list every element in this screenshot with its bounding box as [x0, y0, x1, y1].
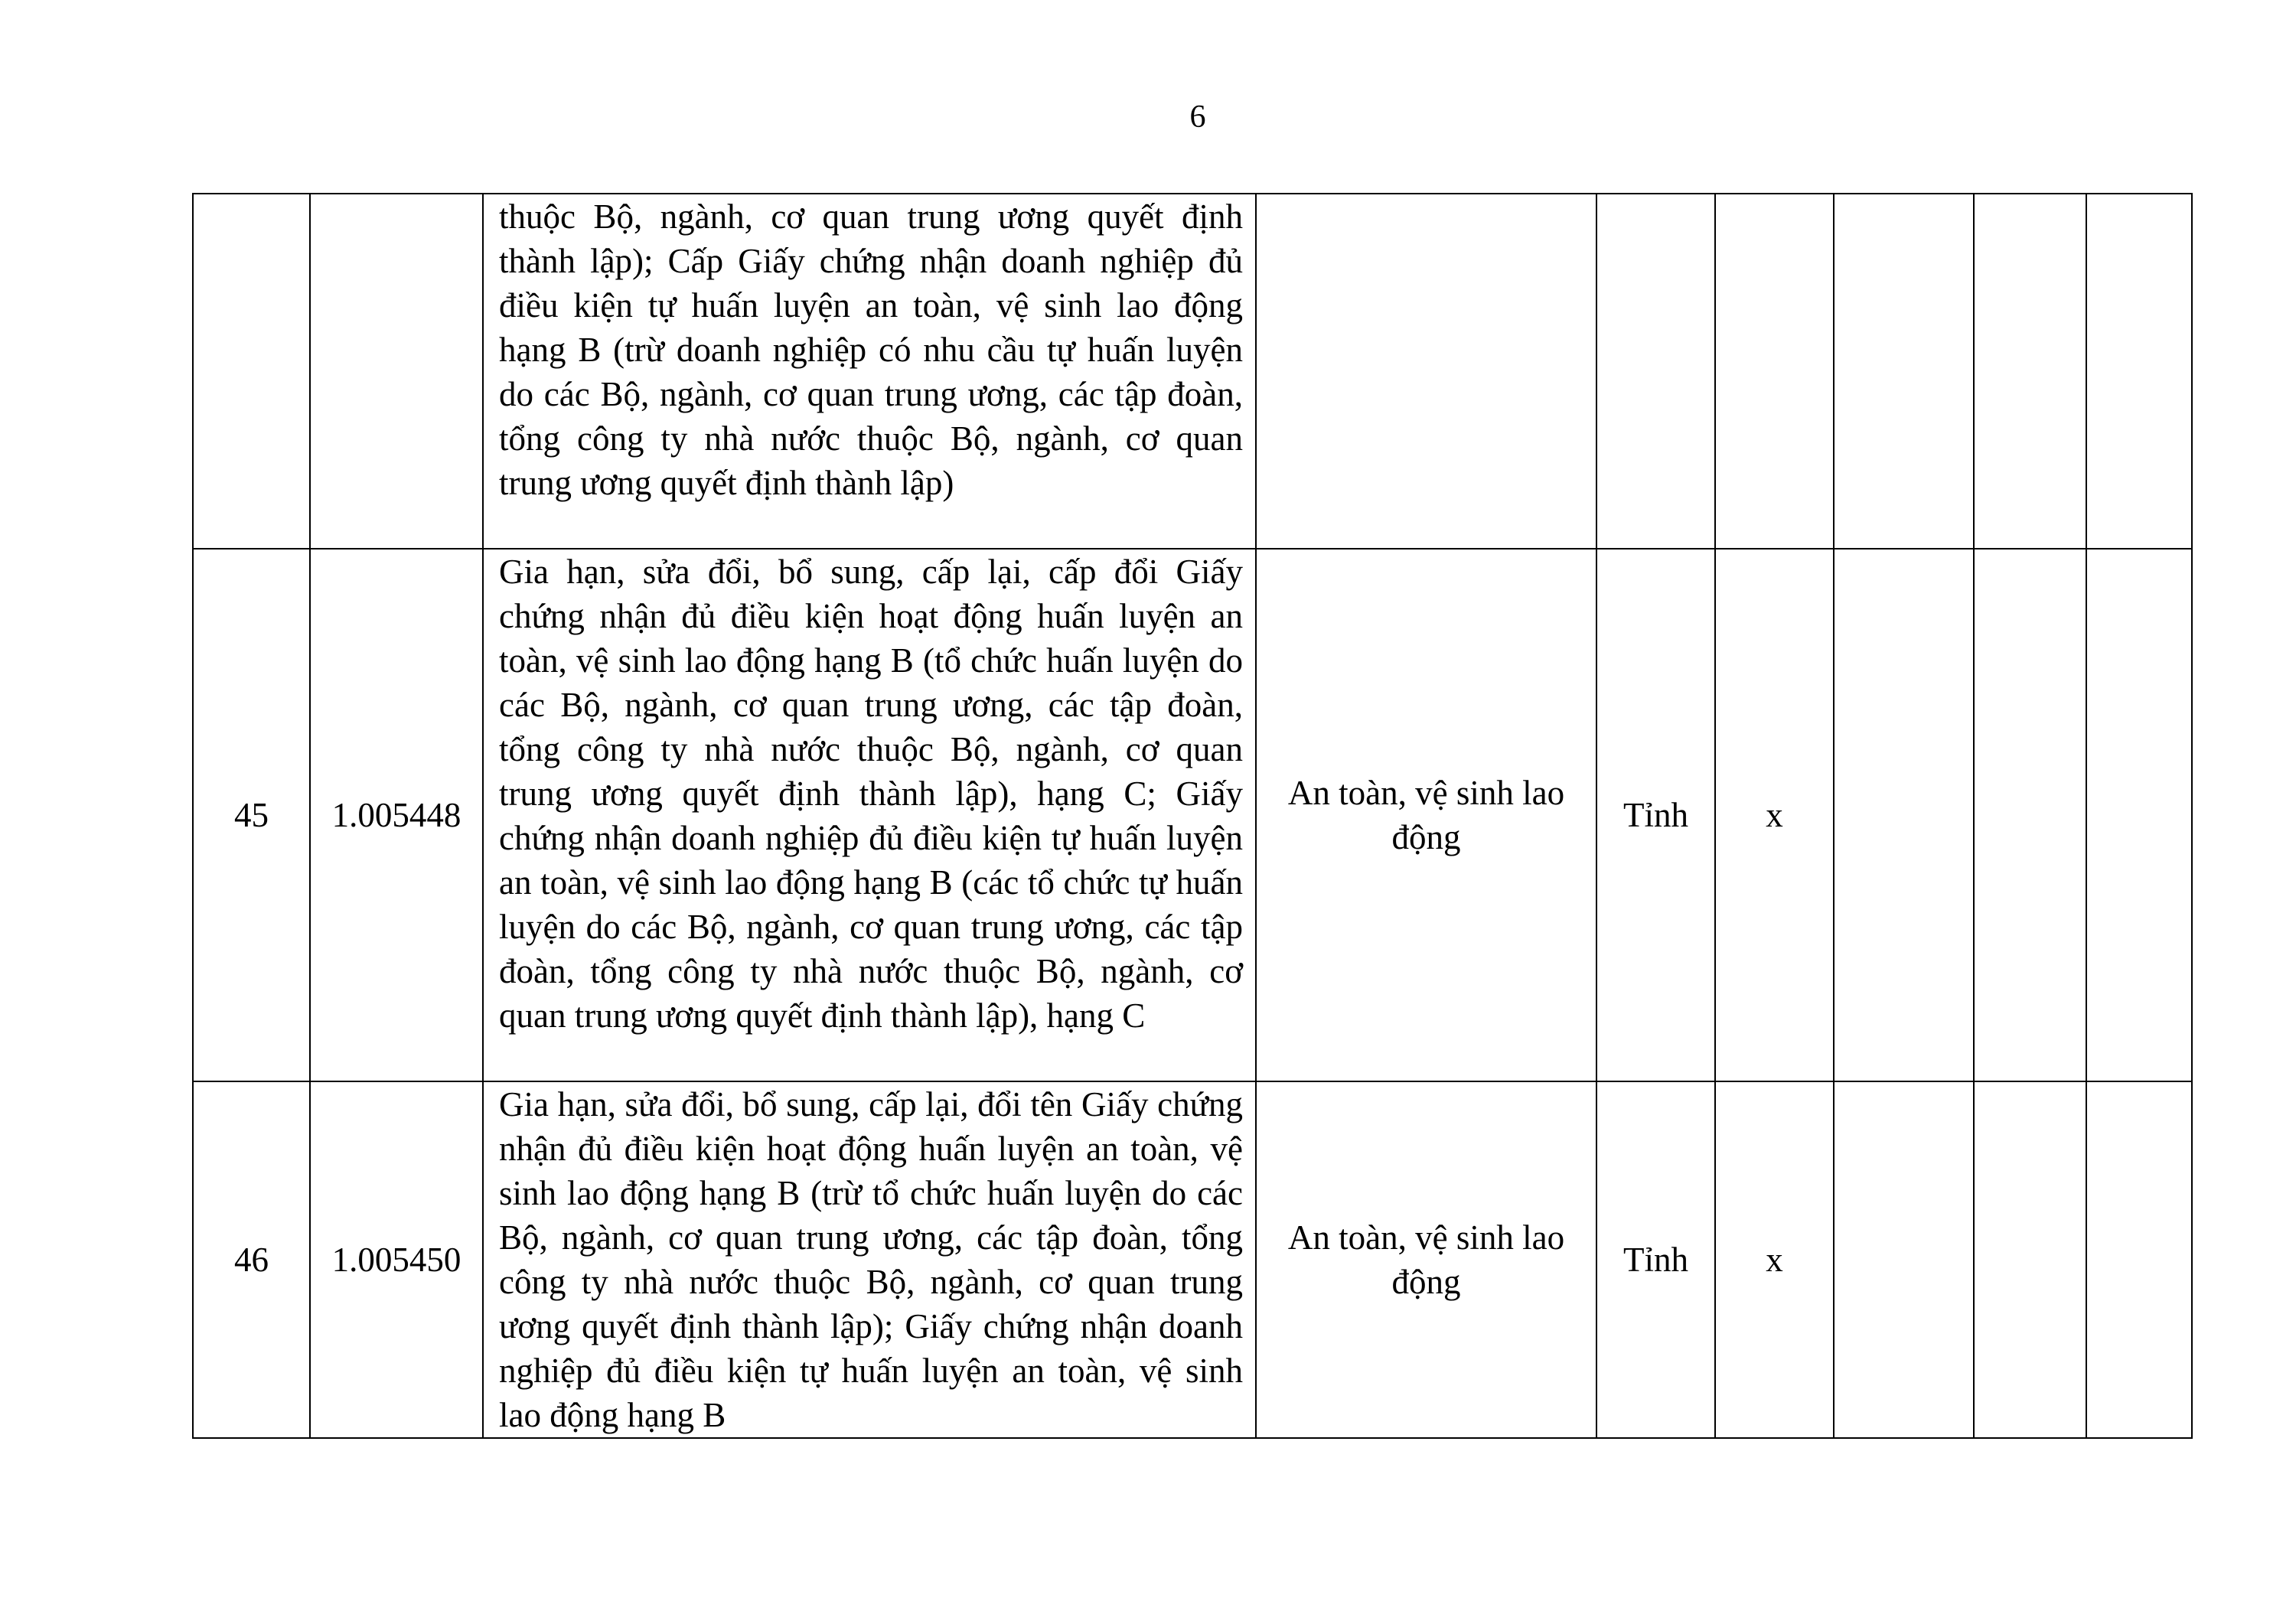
- table-row: [193, 549, 2192, 1081]
- stt-cell: [193, 194, 310, 549]
- level-cell: Tỉnh: [1596, 1081, 1715, 1438]
- stt-cell: 45: [193, 549, 310, 1081]
- empty-cell: [1974, 194, 2086, 549]
- table-row: [193, 194, 2192, 549]
- mark-cell: x: [1715, 549, 1834, 1081]
- empty-cell: [2086, 549, 2192, 1081]
- field-cell: An toàn, vệ sinh lao động: [1256, 549, 1596, 1081]
- empty-cell: [2086, 194, 2192, 549]
- code-cell: 1.005450: [310, 1081, 483, 1438]
- procedure-name-cell: Gia hạn, sửa đổi, bổ sung, cấp lại, cấp đổi Giấy chứng nhận đủ điều kiện hoạt động huấn luyện an toàn, vệ sinh lao động hạng B (tổ chức huấn luyện do các Bộ, ngành, cơ quan trung ương, các tập đoàn, tổng công ty nhà nước thuộc Bộ, ngành, cơ quan trung ương quyết định thành lập), hạng C; Giấy chứng nhận doanh nghiệp đủ điều kiện tự huấn luyện an toàn, vệ sinh lao động hạng B (các tổ chức tự huấn luyện do các Bộ, ngành, cơ quan trung ương, các tập đoàn, tổng công ty nhà nước thuộc Bộ, ngành, cơ quan trung ương quyết định thành lập), hạng C: [483, 549, 1256, 1081]
- empty-cell: [1974, 549, 2086, 1081]
- empty-cell: [1834, 1081, 1974, 1438]
- code-cell: [310, 194, 483, 549]
- mark-cell: [1715, 194, 1834, 549]
- empty-cell: [1834, 549, 1974, 1081]
- field-cell: [1256, 194, 1596, 549]
- mark-cell: x: [1715, 1081, 1834, 1438]
- empty-cell: [2086, 1081, 2192, 1438]
- stt-cell: 46: [193, 1081, 310, 1438]
- procedures-table: [192, 193, 2193, 1439]
- empty-cell: [1974, 1081, 2086, 1438]
- page-number: 6: [1189, 99, 1206, 135]
- level-cell: [1596, 194, 1715, 549]
- procedure-name-cell: thuộc Bộ, ngành, cơ quan trung ương quyết định thành lập); Cấp Giấy chứng nhận doanh nghiệp đủ điều kiện tự huấn luyện an toàn, vệ sinh lao động hạng B (trừ doanh nghiệp có nhu cầu tự huấn luyện do các Bộ, ngành, cơ quan trung ương, các tập đoàn, tổng công ty nhà nước thuộc Bộ, ngành, cơ quan trung ương quyết định thành lập): [483, 194, 1256, 549]
- table-row: [193, 1081, 2192, 1438]
- empty-cell: [1834, 194, 1974, 549]
- procedure-name-cell: Gia hạn, sửa đổi, bổ sung, cấp lại, đổi tên Giấy chứng nhận đủ điều kiện hoạt động huấn luyện an toàn, vệ sinh lao động hạng B (trừ tổ chức huấn luyện do các Bộ, ngành, cơ quan trung ương, các tập đoàn, tổng công ty nhà nước thuộc Bộ, ngành, cơ quan trung ương quyết định thành lập); Giấy chứng nhận doanh nghiệp đủ điều kiện tự huấn luyện an toàn, vệ sinh lao động hạng B: [483, 1081, 1256, 1438]
- level-cell: Tỉnh: [1596, 549, 1715, 1081]
- field-cell: An toàn, vệ sinh lao động: [1256, 1081, 1596, 1438]
- code-cell: 1.005448: [310, 549, 483, 1081]
